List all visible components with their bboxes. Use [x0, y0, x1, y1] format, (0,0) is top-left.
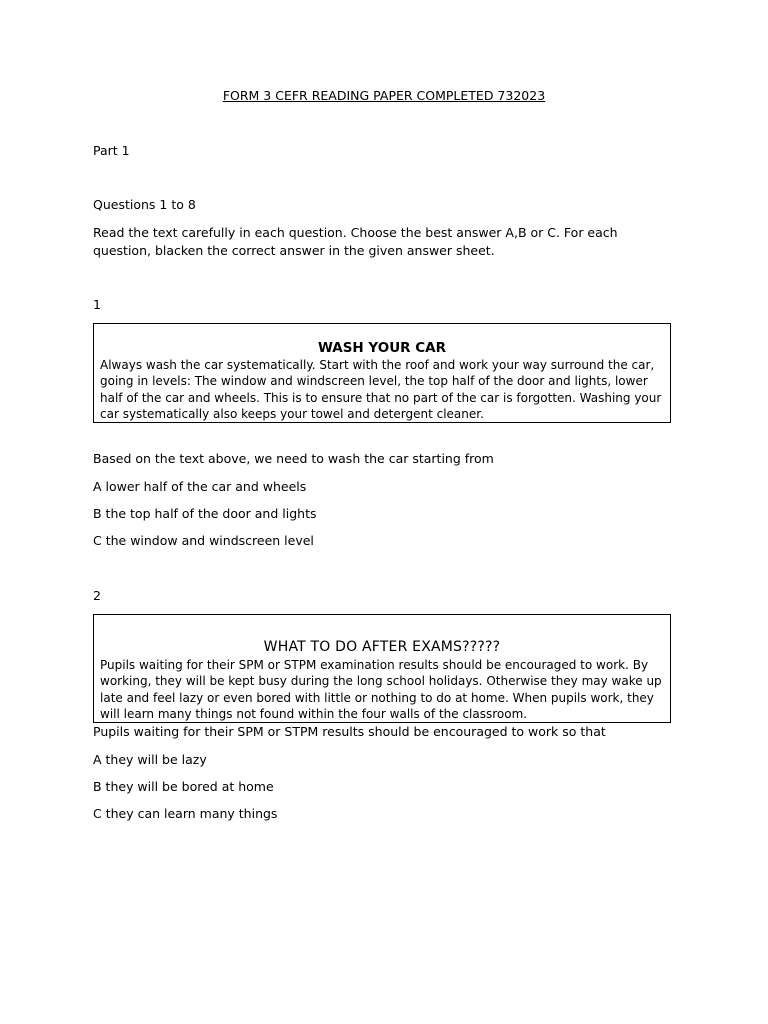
answer-option-c: C the window and windscreen level: [93, 533, 314, 548]
question-number: 1: [93, 297, 101, 312]
text-box-what-to-do-after-exams: [93, 614, 671, 723]
answer-option-a: A lower half of the car and wheels: [93, 479, 307, 494]
box-text: Always wash the car systematically. Start with the roof and work your way surround the car, going in levels: The window and windscreen level, the top half of the door and lights, lower half of the car and wheels. This is to ensure that no part of the car is forgotten. Washing your car systematically also keeps your towel and detergent cleaner.: [100, 358, 662, 421]
question-number: 2: [93, 588, 101, 603]
answer-option-b: B the top half of the door and lights: [93, 506, 317, 521]
part-heading: Part 1: [93, 143, 130, 158]
box-title: WHAT TO DO AFTER EXAMS?????: [263, 639, 501, 655]
box-text: Pupils waiting for their SPM or STPM examination results should be encouraged to work. By working, they will be kept busy during the long school holidays. Otherwise they may wake up late and feel lazy or even bored with little or nothing to do at home. When pupils work, they will learn many things not found within the four walls of the classroom.: [100, 658, 662, 721]
answer-option-c: C they can learn many things: [93, 806, 278, 821]
box-title: WASH YOUR CAR: [317, 340, 447, 356]
question-stem: Based on the text above, we need to wash the car starting from: [93, 451, 494, 466]
question-stem: Pupils waiting for their SPM or STPM results should be encouraged to work so that: [93, 724, 606, 739]
questions-range: Questions 1 to 8: [93, 197, 196, 212]
text-box-wash-your-car: [93, 323, 671, 423]
instructions: Read the text carefully in each question. Choose the best answer A,B or C. For each question, blacken the correct answer in the given answer sheet.: [93, 225, 618, 258]
answer-option-b: B they will be bored at home: [93, 779, 274, 794]
answer-option-a: A they will be lazy: [93, 752, 207, 767]
document-title: FORM 3 CEFR READING PAPER COMPLETED 732023: [222, 88, 546, 103]
